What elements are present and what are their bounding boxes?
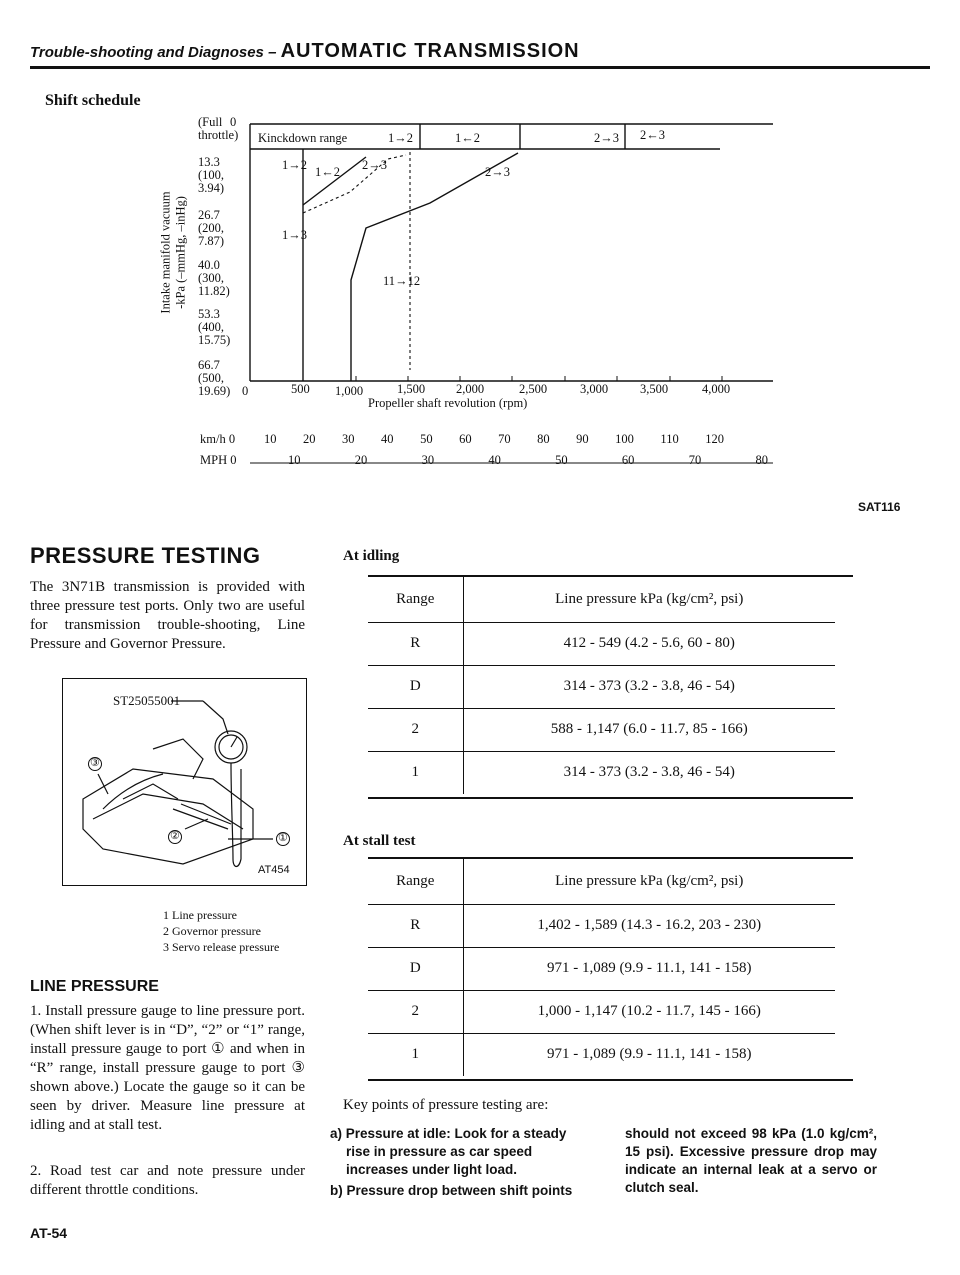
key-point-a: a) Pressure at idle: Look for a steady rise in pressure as car speed increases under light load.: [330, 1126, 567, 1177]
stall-table-bottom-rule: [368, 1079, 853, 1081]
table-row: D 314 - 373 (3.2 - 3.8, 46 - 54): [368, 665, 835, 708]
key-point-b-cont: should not exceed 98 kPa (1.0 kg/cm², 15 psi). Excessive pressure drop may indicate an internal leak at a servo or clutch seal.: [625, 1126, 877, 1195]
x-tick-500: 500: [291, 382, 310, 396]
line-pressure-step2: 2. Road test car and note pressure under different throttle conditions.: [30, 1163, 305, 1198]
stall-table: [368, 859, 835, 1076]
header-dash: –: [263, 44, 281, 61]
line-pressure-heading: LINE PRESSURE: [30, 978, 159, 995]
x-tick-1000: 1,000: [335, 384, 364, 398]
kd-label-2: 1←2: [455, 131, 480, 145]
col-pressure-header: Line pressure kPa (kg/cm², psi): [463, 859, 835, 904]
x-tick-1500: 1,500: [397, 382, 426, 396]
page-title: AUTOMATIC TRANSMISSION: [280, 40, 580, 62]
figure-code-sat116: SAT116: [858, 500, 901, 514]
x-tick-4000: 4,000: [702, 382, 731, 396]
idling-table: [368, 577, 835, 794]
y-tick-2: 26.7 (200, 7.87): [198, 208, 225, 248]
legend-item-3: 3 Servo release pressure: [163, 940, 280, 954]
tool-code-label: ST25055001: [113, 693, 181, 708]
curve-label-1-2: 1→2: [282, 158, 307, 172]
table-header-row: [368, 577, 835, 622]
legend-item-2: 2 Governor pressure: [163, 924, 261, 938]
figure-code-at454: AT454: [258, 864, 290, 876]
section-name: Trouble-shooting and Diagnoses: [30, 44, 264, 61]
mph-label: MPH 0: [200, 453, 237, 467]
pressure-port-figure: [62, 678, 307, 886]
at-idling-title: At idling: [343, 548, 400, 564]
transmission-drawing: [63, 679, 308, 887]
y-axis-label-1: Intake manifold vacuum: [158, 191, 173, 314]
table-row: D 971 - 1,089 (9.9 - 11.1, 141 - 158): [368, 947, 835, 990]
at-stall-test-title: At stall test: [343, 833, 416, 849]
idling-table-bottom-rule: [368, 797, 853, 799]
x-tick-2000: 2,000: [456, 382, 485, 396]
x-axis-label: Propeller shaft revolution (rpm): [368, 396, 528, 410]
kickdown-range-label: Kinckdown range: [258, 131, 348, 145]
x-tick-2500: 2,500: [519, 382, 548, 396]
kd-label-3: 2→3: [594, 131, 619, 145]
table-header-row: [368, 859, 835, 904]
figure-legend: [163, 907, 279, 955]
col-range-header: Range: [368, 577, 463, 622]
page-number: AT-54: [30, 1225, 68, 1241]
kd-label-4: 2←3: [640, 128, 665, 142]
col-pressure-header: Line pressure kPa (kg/cm², psi): [463, 577, 835, 622]
y-tick-4: 53.3 (400, 15.75): [198, 307, 231, 347]
y-tick-5: 66.7 (500, 19.69): [198, 358, 231, 398]
curve-label-2-3b: 2→3: [485, 165, 510, 179]
y-tick-5-val: 0: [242, 384, 249, 398]
downshift-2-3-curve: [303, 155, 406, 213]
pressure-testing-intro: The 3N71B transmission is provided with three pressure test ports. Only two are useful for transmission trouble-shooting, Line Pressure and Governor Pressure.: [30, 579, 305, 652]
shift-schedule-title: Shift schedule: [45, 92, 141, 109]
upshift-2-3-curve: [351, 153, 518, 381]
callout-3: ③: [90, 757, 100, 769]
y-tick-0: (Full throttle): [198, 115, 239, 142]
y-tick-3: 40.0 (300, 11.82): [198, 258, 230, 298]
x-tick-3500: 3,500: [640, 382, 669, 396]
table-row: 1 971 - 1,089 (9.9 - 11.1, 141 - 158): [368, 1033, 835, 1076]
mph-ticks: 10 20 30 40 50 60 70 80: [288, 453, 768, 467]
line-pressure-step1: 1. Install pressure gauge to line pressure port. (When shift lever is in “D”, “2” or “1” range, install pressure gauge to port ① and when in “R” range, install pressure gauge to port ③ shown above.) Locate the gauge so it can be seen by driver. Measure line pressure at idling and at stall test.: [30, 1003, 305, 1133]
table-row: 2 1,000 - 1,147 (10.2 - 11.7, 145 - 166): [368, 990, 835, 1033]
table-row: R 412 - 549 (4.2 - 5.6, 60 - 80): [368, 622, 835, 665]
kmh-label: km/h 0: [200, 432, 236, 446]
kd-label-1: 1→2: [388, 131, 413, 145]
col-range-header: Range: [368, 859, 463, 904]
x-tick-3000: 3,000: [580, 382, 609, 396]
curve-label-2-3a: 2→3: [362, 158, 387, 172]
y-axis-label-2: -kPa (–mmHg, –inHg): [173, 196, 188, 309]
key-point-b: b) Pressure drop between shift points: [330, 1183, 573, 1198]
y-tick-0-val: 0: [230, 115, 237, 129]
y-tick-1: 13.3 (100, 3.94): [198, 155, 225, 195]
key-points-intro: Key points of pressure testing are:: [343, 1097, 549, 1113]
table-row: R 1,402 - 1,589 (14.3 - 16.2, 203 - 230): [368, 904, 835, 947]
table-row: 2 588 - 1,147 (6.0 - 11.7, 85 - 166): [368, 708, 835, 751]
legend-item-1: 1 Line pressure: [163, 908, 237, 922]
callout-2: ②: [170, 830, 180, 842]
curve-label-1-3: 1→3: [282, 228, 307, 242]
pressure-testing-heading: PRESSURE TESTING: [30, 543, 261, 568]
kmh-ticks: 10 20 30 40 50 60 70 80 90 100 110 120: [264, 432, 724, 446]
callout-1: ①: [278, 832, 288, 844]
curve-label-11-12: 11→12: [383, 274, 421, 288]
curve-label-1-2b: 1←2: [315, 165, 340, 179]
table-row: 1 314 - 373 (3.2 - 3.8, 46 - 54): [368, 751, 835, 794]
